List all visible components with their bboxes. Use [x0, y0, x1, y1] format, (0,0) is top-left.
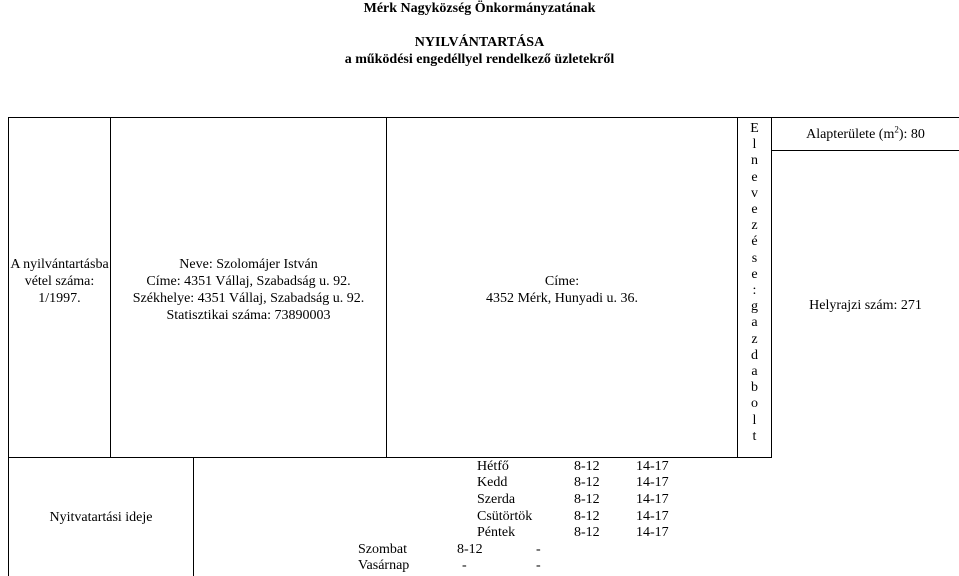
name-letter: z	[751, 218, 758, 234]
document-subtitle: a működési engedéllyel rendelkező üzletekről	[344, 52, 615, 67]
opening-morning: 8-12	[574, 525, 600, 540]
name-letter: a	[751, 315, 758, 331]
name-letter: o	[751, 396, 758, 412]
opening-afternoon: 14-17	[636, 525, 669, 540]
name-letter: d	[751, 347, 758, 363]
name-letter: e	[751, 266, 758, 282]
opening-morning: 8-12	[574, 492, 600, 507]
shop-address-label: Címe:	[544, 274, 580, 289]
area-label-suffix: ): 80	[898, 127, 925, 142]
name-letter: l	[752, 412, 757, 428]
owner-name: Neve: Szolomájer István	[179, 257, 318, 272]
opening-day: Szombat	[358, 542, 407, 557]
name-letter: g	[751, 299, 758, 315]
area-label-sup: 2	[894, 124, 899, 135]
opening-afternoon: 14-17	[636, 459, 669, 474]
opening-day: Hétfő	[477, 459, 509, 474]
name-letter: l	[752, 137, 757, 153]
area-label-prefix: Alapterülete (m	[806, 127, 895, 142]
opening-morning: 8-12	[574, 509, 600, 524]
opening-day: Kedd	[477, 475, 508, 490]
name-letter: é	[751, 234, 758, 250]
opening-afternoon: 14-17	[636, 509, 669, 524]
name-letter: a	[751, 364, 758, 380]
name-letter: e	[751, 169, 758, 185]
name-letter: E	[750, 121, 759, 136]
opening-day: Csütörtök	[477, 509, 533, 524]
opening-day: Szerda	[477, 492, 516, 507]
owner-cell	[111, 256, 386, 324]
document-title: NYILVÁNTARTÁSA	[414, 35, 545, 50]
opening-morning: 8-12	[457, 542, 483, 557]
name-letter: t	[752, 428, 757, 444]
opening-day: Péntek	[477, 525, 516, 540]
opening-hours-label: Nyitvatartási ideje	[49, 510, 153, 525]
name-letter: e	[751, 202, 758, 218]
owner-address: Címe: 4351 Vállaj, Szabadság u. 92.	[146, 274, 351, 289]
opening-afternoon: -	[536, 558, 541, 573]
name-letter: v	[751, 185, 758, 201]
registry-cell	[9, 256, 110, 307]
name-letter: :	[752, 283, 757, 299]
registry-label: A nyilvántartásba vétel száma:	[10, 257, 109, 289]
name-letter: z	[751, 331, 758, 347]
opening-afternoon: 14-17	[636, 475, 669, 490]
opening-afternoon: -	[536, 542, 541, 557]
name-letter: b	[751, 380, 758, 396]
area-label	[772, 126, 959, 143]
name-letter: s	[751, 250, 758, 266]
owner-stat-number: Statisztikai száma: 73890003	[166, 308, 331, 323]
shop-address-cell	[387, 273, 737, 307]
shop-address: 4352 Mérk, Hunyadi u. 36.	[485, 291, 639, 306]
registry-number: 1/1997.	[38, 291, 81, 306]
owner-seat: Székhelye: 4351 Vállaj, Szabadság u. 92.	[132, 291, 365, 306]
org-title: Mérk Nagyközség Önkormányzatának	[363, 1, 596, 16]
opening-morning: 8-12	[574, 475, 600, 490]
opening-morning: 8-12	[574, 459, 600, 474]
opening-afternoon: 14-17	[636, 492, 669, 507]
opening-day: Vasárnap	[358, 558, 410, 573]
name-vertical-label	[738, 121, 771, 445]
opening-morning: -	[462, 558, 467, 573]
name-letter: n	[751, 153, 758, 169]
lot-number: Helyrajzi szám: 271	[809, 298, 922, 313]
